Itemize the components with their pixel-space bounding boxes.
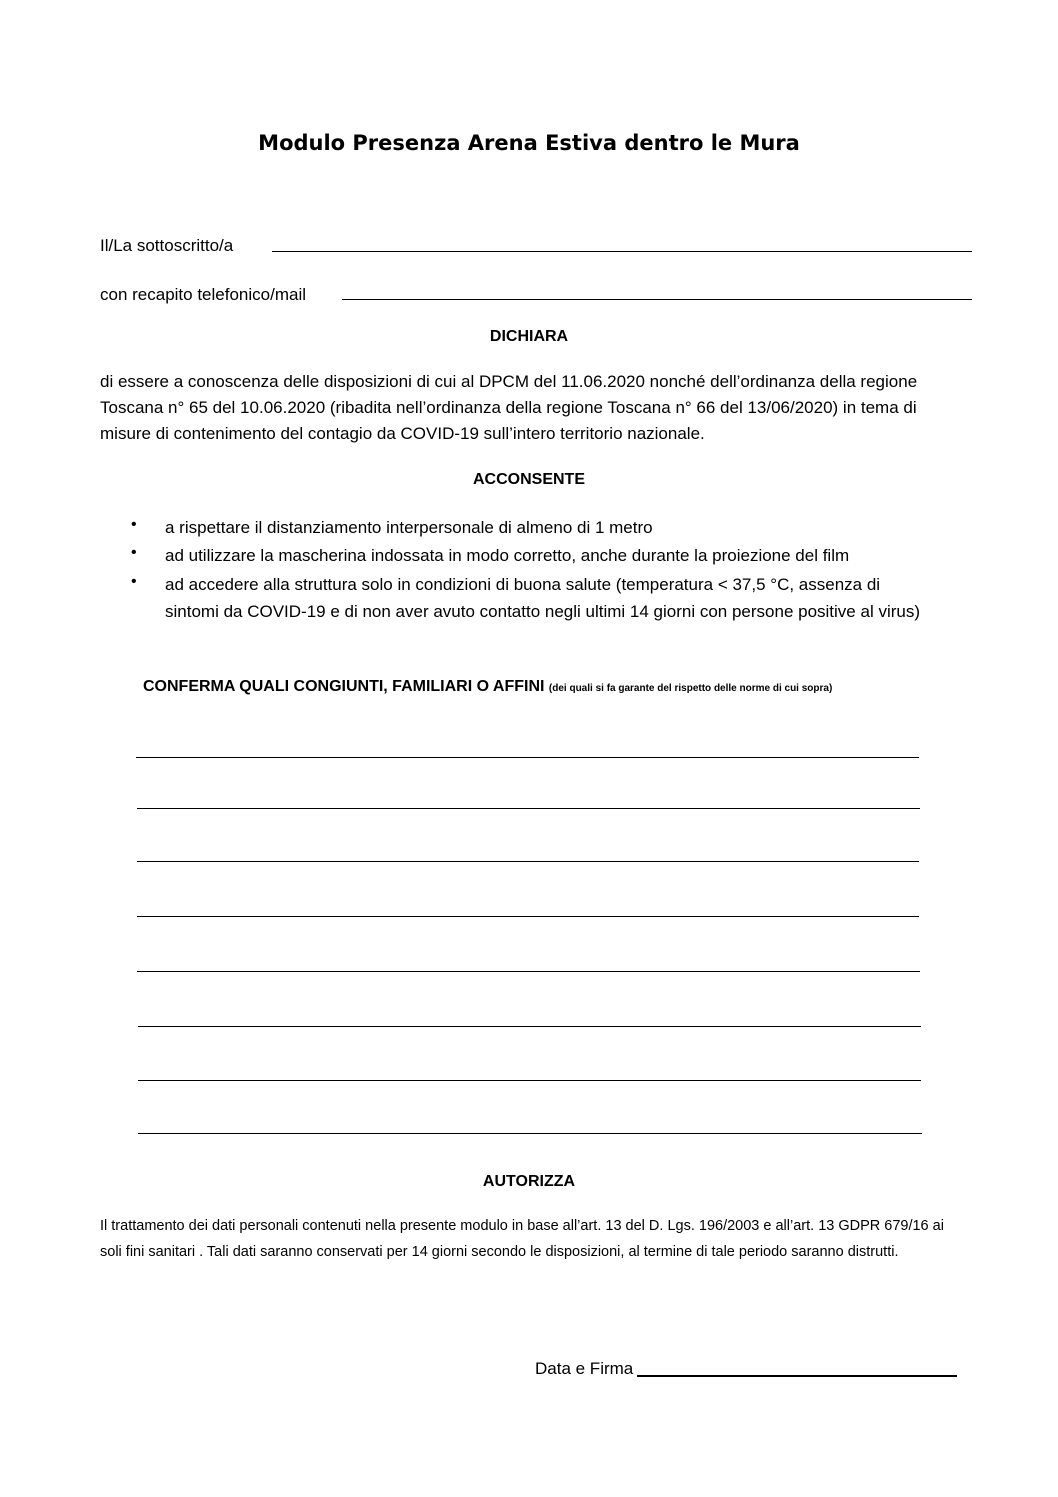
relative-entry-line[interactable] xyxy=(138,1080,921,1081)
signature-line[interactable] xyxy=(637,1375,957,1377)
relative-entry-line[interactable] xyxy=(137,808,920,809)
relative-entry-line[interactable] xyxy=(137,971,920,972)
name-field-label: Il/La sottoscritto/a xyxy=(100,236,234,255)
bullet-marker: • xyxy=(131,516,137,533)
dichiara-heading: DICHIARA xyxy=(489,328,569,345)
conferma-heading-text: CONFERMA QUALI CONGIUNTI, FAMILIARI O AFFINI xyxy=(143,678,545,695)
relative-entry-line[interactable] xyxy=(138,1026,921,1027)
bullet-marker: • xyxy=(131,573,137,590)
relative-entry-line[interactable] xyxy=(138,1133,922,1134)
consent-item: a rispettare il distanziamento interpersonale di almeno di 1 metro xyxy=(165,518,653,537)
relative-entry-line[interactable] xyxy=(137,916,919,917)
dichiara-text: di essere a conoscenza delle disposizioni di cui al DPCM del 11.06.2020 nonché dell’ordinanza della regione Toscana n° 65 del 10.06.2020 (ribadita nell’ordinanza della regione Toscana n° 66 del 13/06/2020) in tema di misure di contenimento del contagio da COVID-19 sull’intero territorio nazionale. xyxy=(100,372,918,443)
name-field-line[interactable] xyxy=(272,251,972,252)
signature-label: Data e Firma xyxy=(535,1359,634,1378)
contact-field-line[interactable] xyxy=(342,299,972,300)
page-title: Modulo Presenza Arena Estiva dentro le Mura xyxy=(258,131,800,155)
contact-field-label: con recapito telefonico/mail xyxy=(100,285,307,304)
autorizza-text: Il trattamento dei dati personali contenuti nella presente modulo in base all’art. 13 del D. Lgs. 196/2003 e all’art. 13 GDPR 679/16 ai soli fini sanitari . Tali dati saranno conservati per 14 giorni secondo le disposizioni, al termine di tale periodo saranno distrutti. xyxy=(100,1218,944,1260)
consent-item: ad accedere alla struttura solo in condizioni di buona salute (temperatura < 37,5 °C, assenza di sintomi da COVID-19 e di non aver avuto contatto negli ultimi 14 giorni con persone positive al virus) xyxy=(165,575,920,621)
relative-entry-line[interactable] xyxy=(137,861,919,862)
conferma-heading xyxy=(143,678,832,696)
autorizza-heading: AUTORIZZA xyxy=(482,1173,576,1190)
consent-item: ad utilizzare la mascherina indossata in modo corretto, anche durante la proiezione del film xyxy=(165,546,850,565)
acconsente-heading: ACCONSENTE xyxy=(472,471,585,488)
relative-entry-line[interactable] xyxy=(136,757,919,758)
bullet-marker: • xyxy=(131,544,137,561)
conferma-note: (dei quali si fa garante del rispetto delle norme di cui sopra) xyxy=(548,683,833,694)
